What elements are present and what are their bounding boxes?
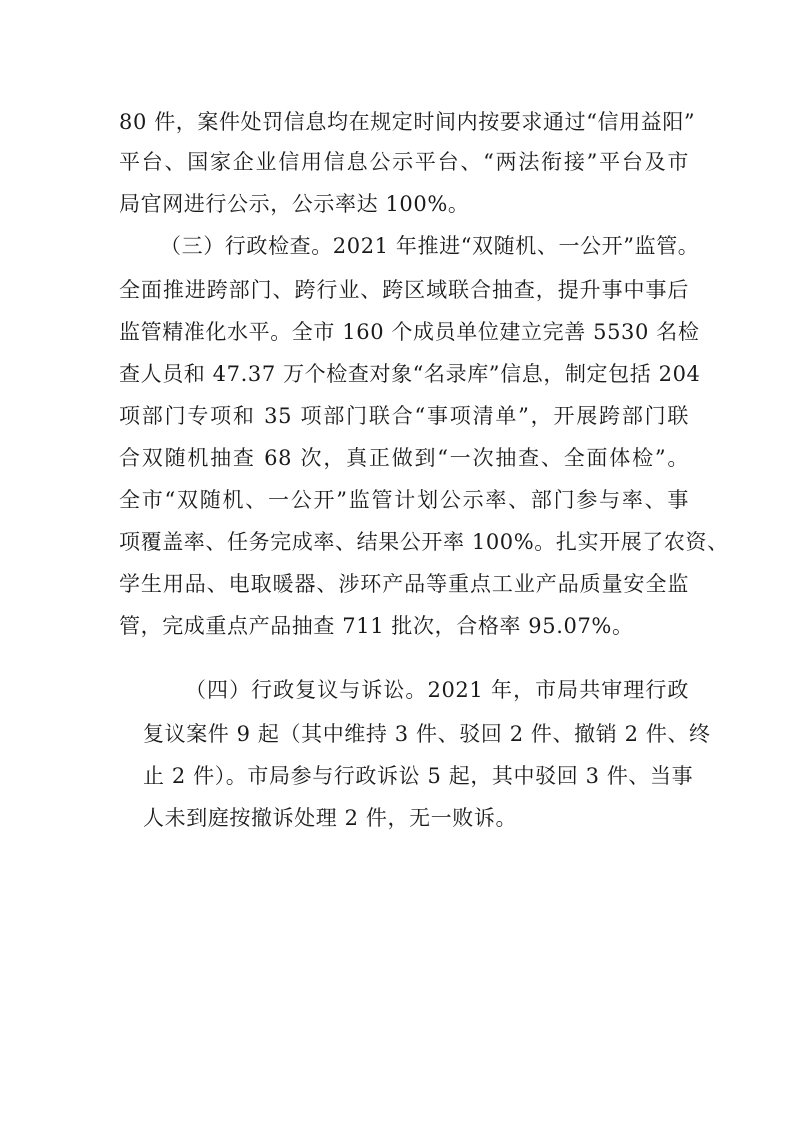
- text-line: 合双随机抽查 68 次，真正做到“一次抽查、全面体检”。: [119, 446, 689, 470]
- text-line: 全面推进跨部门、跨行业、跨区域联合抽查，提升事中事后: [119, 278, 689, 302]
- section-heading-line: （三）行政检查。2021 年推进“双随机、一公开”监管。: [160, 234, 700, 258]
- text-line: 管，完成重点产品抽查 711 批次，合格率 95.07%。: [119, 614, 634, 638]
- text-line: 项部门专项和 35 项部门联合“事项清单”，开展跨部门联: [119, 404, 689, 428]
- text-line: 全市“双随机、一公开”监管计划公示率、部门参与率、事: [119, 488, 689, 512]
- text-line: 学生用品、电取暖器、涉环产品等重点工业产品质量安全监: [119, 572, 689, 596]
- text-line: 人未到庭按撤诉处理 2 件，无一败诉。: [143, 806, 518, 830]
- text-line: 查人员和 47.37 万个检查对象“名录库”信息，制定包括 204: [119, 362, 701, 386]
- section-heading-line: （四）行政复议与诉讼。2021 年，市局共审理行政: [185, 678, 689, 702]
- text-line: 止 2 件）。市局参与行政诉讼 5 起，其中驳回 3 件、当事: [143, 764, 694, 788]
- text-line: 项覆盖率、任务完成率、结果公开率 100%。扎实开展了农资、: [119, 530, 729, 554]
- text-line: 复议案件 9 起（其中维持 3 件、驳回 2 件、撤销 2 件、终: [143, 722, 711, 746]
- text-line: 平台、国家企业信用信息公示平台、“两法衔接”平台及市: [119, 150, 689, 174]
- text-line: 局官网进行公示，公示率达 100%。: [119, 192, 470, 216]
- text-line: 监管精准化水平。全市 160 个成员单位建立完善 5530 名检: [119, 320, 700, 344]
- text-line: 80 件，案件处罚信息均在规定时间内按要求通过“信用益阳”: [119, 110, 696, 134]
